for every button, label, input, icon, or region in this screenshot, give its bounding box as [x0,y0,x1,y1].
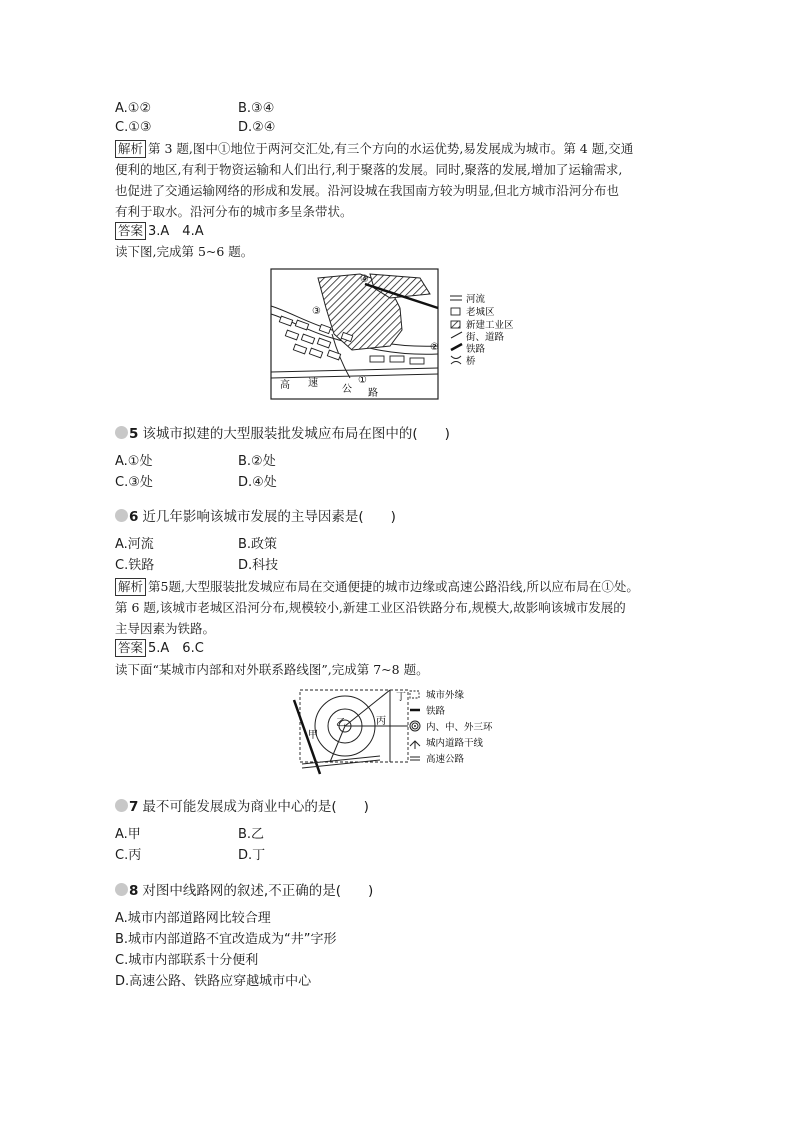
question-7 [115,796,369,818]
q7-option-d[interactable]: D.丁 [238,848,266,863]
legend-rail: 铁路 [426,706,446,717]
question-text: 该城市拟建的大型服装批发城应布局在图中的( ) [142,426,450,442]
question-bullet-icon [115,426,128,439]
question-number: 7 [129,799,139,815]
question-8 [115,880,373,902]
explanation-line: 第5题,大型服装批发城应布局在交通便捷的城市边缘或高速公路沿线,所以应布局在①处。 [148,579,639,594]
q8-option-c[interactable]: C.城市内部联系十分便利 [115,953,259,968]
legend-highway: 高速公路 [426,754,465,765]
q7-option-b[interactable]: B.乙 [238,827,265,842]
explanation-line: 便利的地区,有利于物资运输和人们出行,利于聚落的发展。同时,聚落的发展,增加了运输需求, [115,162,623,177]
explanation-5-6 [115,576,695,639]
marker-2: ② [430,342,439,353]
legend-trunk: 城内道路干线 [426,738,484,749]
intro-7-8: 读下面“某城市内部和对外联系路线图”,完成第 7~8 题。 [115,662,429,677]
option-c-top[interactable]: C.①③ [115,120,152,135]
answer-tag: 答案 [115,639,146,657]
answer-3-4 [115,222,204,242]
road-char: 高 [280,380,290,391]
legend-rail: 铁路 [466,344,486,355]
road-char: 路 [368,388,378,399]
trunk-road [330,726,345,762]
explanation-line: 也促进了交通运输网络的形成和发展。沿河设城在我国南方较为明显,但北方城市沿河分布也 [115,183,619,198]
question-bullet-icon [115,509,128,522]
question-text: 最不可能发展成为商业中心的是( ) [142,799,369,815]
city-map-1 [270,268,540,404]
q8-option-d[interactable]: D.高速公路、铁路应穿越城市中心 [115,974,312,989]
legend-industry: 新建工业区 [466,320,514,331]
legend-rings: 内、中、外三环 [426,722,493,733]
intro-5-6: 读下图,完成第 5~6 题。 [115,244,254,259]
q5-option-b[interactable]: B.②处 [238,454,276,469]
q6-option-c[interactable]: C.铁路 [115,558,155,573]
q8-option-b[interactable]: B.城市内部道路不宜改造成为“井”字形 [115,932,337,947]
answer-text: 3.A 4.A [148,224,204,239]
question-text: 对图中线路网的叙述,不正确的是( ) [142,883,374,899]
question-bullet-icon [115,799,128,812]
marker-3: ③ [312,306,321,317]
q6-option-a[interactable]: A.河流 [115,537,154,552]
road-char: 速 [308,378,318,389]
q5-option-c[interactable]: C.③处 [115,475,153,490]
question-number: 5 [129,426,139,442]
explanation-tag: 解析 [115,578,146,596]
label-bing: 丙 [376,716,386,727]
explanation-line: 第 6 题,该城市老城区沿河分布,规模较小,新建工业区沿铁路分布,规模大,故影响该城市发展的 [115,600,626,615]
marker-1: ① [358,375,367,386]
question-6 [115,506,396,528]
marker-4: ④ [360,274,369,285]
q6-option-d[interactable]: D.科技 [238,558,279,573]
question-bullet-icon [115,883,128,896]
q8-option-a[interactable]: A.城市内部道路网比较合理 [115,911,271,926]
label-yi: 乙 [336,718,346,729]
road-char: 公 [342,384,352,395]
legend-river: 河流 [466,294,486,305]
answer-tag: 答案 [115,222,146,240]
explanation-tag: 解析 [115,140,146,158]
label-jia: 甲 [308,730,318,741]
explanation-line: 主导因素为铁路。 [115,621,216,636]
legend-map-1 [450,293,514,367]
label-ding: 丁 [396,692,406,703]
q5-option-a[interactable]: A.①处 [115,454,153,469]
question-number: 8 [129,883,139,899]
option-b-top[interactable]: B.③④ [238,101,275,116]
highway [302,760,380,768]
option-d-top[interactable]: D.②④ [238,120,276,135]
q5-option-d[interactable]: D.④处 [238,475,277,490]
explanation-line: 有利于取水。沿河分布的城市多呈条带状。 [115,204,353,219]
q7-option-a[interactable]: A.甲 [115,827,141,842]
q7-option-c[interactable]: C.丙 [115,848,142,863]
explanation-3-4 [115,138,695,222]
question-text: 近几年影响该城市发展的主导因素是( ) [142,509,396,525]
answer-text: 5.A 6.C [148,641,204,656]
legend-edge: 城市外缘 [426,690,465,701]
question-5 [115,423,450,445]
question-number: 6 [129,509,139,525]
q6-option-b[interactable]: B.政策 [238,537,278,552]
option-a-top[interactable]: A.①② [115,101,152,116]
explanation-line: 第 3 题,图中①地位于两河交汇处,有三个方向的水运优势,易发展成为城市。第 4 题,交通 [148,141,634,156]
answer-5-6 [115,639,204,659]
legend-street: 街、道路 [466,332,505,343]
legend-map-2 [410,689,493,765]
city-map-2 [290,686,510,778]
legend-old-town: 老城区 [466,307,495,318]
legend-bridge: 桥 [466,356,476,367]
